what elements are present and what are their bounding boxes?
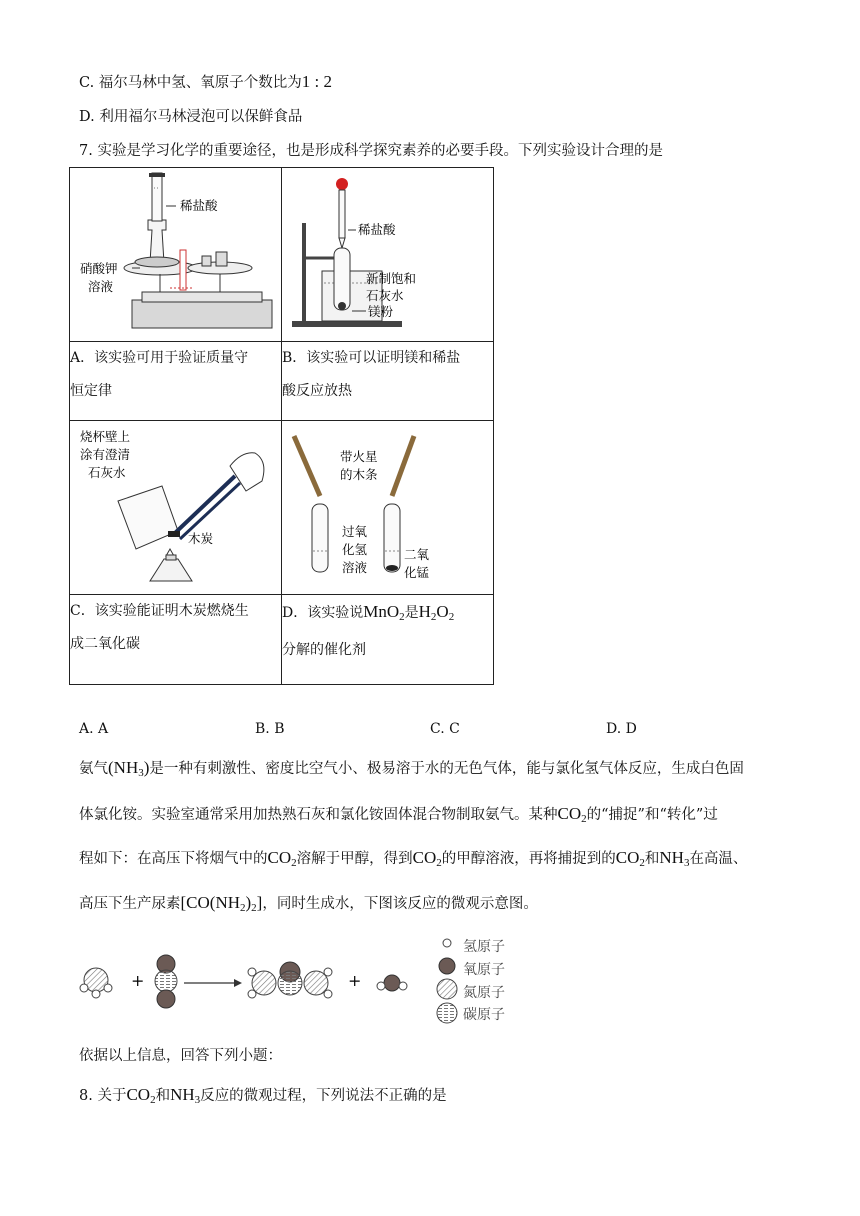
- label-mno2-1: 二氧: [404, 547, 430, 562]
- q7-stem: 7. 实验是学习化学的重要途径，也是形成科学探究素养的必要手段。下列实验设计合理的是: [79, 143, 663, 159]
- atom-legend-symbols: [432, 935, 462, 1025]
- legend-carbon: 碳原子: [463, 1007, 505, 1023]
- legend-oxygen: 氧原子: [463, 962, 505, 978]
- instruction-text: 依据以上信息，回答下列小题：: [79, 1048, 282, 1064]
- q6-option-d: D. 利用福尔马林浸泡可以保鲜食品: [79, 109, 303, 125]
- co2-molecule: [155, 955, 177, 1008]
- image-cell-d: [282, 421, 494, 595]
- label-dilute-hcl: 稀盐酸: [180, 198, 218, 213]
- nh3-molecule: [80, 968, 112, 998]
- reaction-micro-diagram: [76, 950, 436, 1010]
- balance-apparatus-illustration: [70, 168, 281, 337]
- choice-d: D. D: [606, 721, 637, 737]
- caption-d: D．该实验说MnO$_2$是$H_2O_2$ 分解的催化剂: [282, 595, 494, 685]
- mg-hcl-apparatus-illustration: [282, 168, 493, 337]
- charcoal-burning-illustration: [70, 421, 281, 590]
- caption-c: C．该实验能证明木炭燃烧生 成二氧化碳: [70, 595, 282, 685]
- passage-line-4: 高压下生产尿素$[CO(NH_2)_2]$，同时生成水，下图该反应的微观示意图。: [79, 893, 538, 914]
- label-beaker-wall: 烧杯壁上: [80, 429, 131, 444]
- label-fresh-saturated: 新制饱和: [366, 271, 417, 286]
- passage-line-2: 体氯化铵。实验室通常采用加热熟石灰和氯化铵固体混合物制取氨气。某种$CO_2$的“捕捉”和“转化”过: [79, 804, 718, 825]
- label-coated-clear: 涂有澄清: [80, 447, 131, 462]
- label-h2o2-3: 溶液: [342, 560, 368, 575]
- caption-a: A．该实验可用于验证质量守 恒定律: [70, 342, 282, 421]
- svg-text:+: +: [131, 971, 145, 990]
- q7-experiment-table: [69, 167, 494, 685]
- caption-b: B．该实验可以证明镁和稀盐 酸反应放热: [282, 342, 494, 421]
- legend-hydrogen: 氢原子: [463, 939, 505, 955]
- label-mg-powder: 镁粉: [368, 304, 394, 319]
- label-h2o2-2: 化氢: [342, 542, 368, 557]
- choice-b: B. B: [255, 721, 285, 737]
- label-solution: 溶液: [88, 279, 114, 294]
- choice-c: C. C: [430, 721, 460, 737]
- q6-option-c: C. 福尔马林中氢、氧原子个数比为1 : 2: [79, 72, 333, 91]
- label-charcoal: 木炭: [188, 531, 214, 546]
- q8-stem: 8. 关于$CO_2$和$NH_3$反应的微观过程，下列说法不正确的是: [79, 1085, 447, 1106]
- choice-a: A. A: [79, 721, 109, 737]
- label-lime-water: 石灰水: [366, 288, 404, 303]
- svg-text:+: +: [348, 971, 362, 990]
- label-dilute-hcl-b: 稀盐酸: [358, 222, 396, 237]
- image-cell-a: [70, 168, 282, 342]
- image-cell-c: [70, 421, 282, 595]
- h2o-molecule: [377, 975, 407, 991]
- label-mno2-2: 化锰: [404, 565, 430, 580]
- passage-line-3: 程如下：在高压下将烟气中的$CO_2$溶解于甲醇，得到$CO_2$的甲醇溶液，再将捕捉到的$CO_2$和$NH_3$在高温、: [79, 848, 748, 869]
- legend-nitrogen: 氮原子: [463, 985, 505, 1001]
- passage-line-1: 氨气$(NH_3)$是一种有刺激性、密度比空气小、极易溶于水的无色气体，能与氯化氢气体反应，生成白色固: [79, 758, 744, 779]
- label-glowing-2: 的木条: [340, 467, 378, 482]
- label-lime-water-c: 石灰水: [88, 465, 126, 480]
- label-glowing-1: 带火星: [340, 449, 378, 464]
- urea-molecule: [248, 962, 332, 998]
- label-kno3: 硝酸钾: [80, 261, 118, 276]
- label-h2o2-1: 过氧: [342, 524, 368, 539]
- image-cell-b: [282, 168, 494, 342]
- catalyst-test-illustration: [282, 421, 493, 590]
